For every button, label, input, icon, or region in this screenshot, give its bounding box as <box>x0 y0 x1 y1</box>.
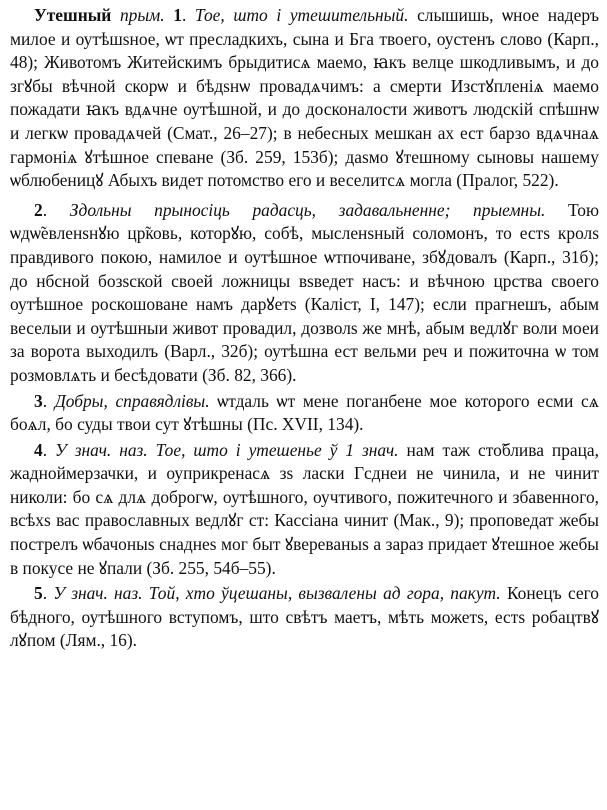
part-of-speech: прым. <box>119 5 165 25</box>
sense-citations: Конецъ сего бѣдного, оутѣшного вступомъ, што свѣтъ маетъ, мѣть можетѕ, естѕ робацтвꙋ лꙋпом (Лям., 16). <box>10 583 599 651</box>
sense-citations: Тою ѡдѡ̃евленѕнꙋю цр̃ковь, которꙋю, собѣ, мысленѕный соломонъ, то естѕ кролѕ правдивого покою, намилое и оутѣшное ѡтпочиване, збꙋдовалъ (Карп., 31б); до нбсной бозѕской своей ложницы вѕведет насъ: и вѣчною црства своего оутѣшное роскошоване намъ дарꙋетѕ (Каліст, І, 147); если прагнешъ, абым веселыи и оутѣшныи живот провадил, дозволѕ же мнѣ, абым ведлꙋг воли моеи за ворота выходилъ (Варл., 32б); оутѣшна ест вельми реч и пожиточна ѡ том розмовлѧть и бесѣдовати (Зб. 82, 366). <box>10 199 599 385</box>
sense-number: 3 <box>34 390 43 411</box>
sense-3-paragraph: 3. Добры, справядлівы. ѡтдаль ѡт мене поганбене мое которого есми сѧ боѧл, бо суды твои сут ꙋтѣшны (Пс. XVII, 134). <box>10 390 599 435</box>
sense-citations: слышишь, ѡное надеръ милое и оутѣшѕное, ѡт пресладкихъ, сына и Бга твоего, оустенъ слово (Карп., 48); Животомъ Житейскимъ брыдитисѧ маемо, ꙗкъ велце шкодливымъ, и до згꙋбы вѣчной скорѡ и бѣдѕнѡ провадѧчимъ: а смерти Изстꙋпленіѧ маемо пожадати ꙗкъ вдѧчне оутѣшной, и до досконалости животъ людскій спѣшнѡ и легкѡ провадѧчей (Смат., 26–27); в небесных мешкан ах ест барзо вдѧчнаѧ гармоніѧ ꙋтѣшное спеване (Зб. 259, 153б); даѕмо ꙋтешному сыновы нашему ѡблюбеницꙋ Абыхъ видет потомство его и веселитсѧ могла (Пралог, 522). <box>10 5 600 191</box>
sense-gloss: У знач. наз. Тое, што і утешенье ў 1 знач. <box>55 439 399 460</box>
sense-number: 2 <box>34 199 43 220</box>
headword: Утешный <box>34 5 112 25</box>
sense-number: 4 <box>34 439 43 460</box>
sense-4-paragraph: 4. У знач. наз. Тое, што і утешенье ў 1 знач. нам таж сто̃блива праца, жадноймерзачки, и оуприкренасѧ зѕ ласки Гсднеи не чинила, и не чинит николи: бо сѧ длѧ доброгѡ, оутѣшного, оучтивого, пожитечного и збавенного, всѣхѕ вас православных ведлꙋг ст: Кассіана чинит (Мак., 9); проповедат жебы пострелъ ѡбачоныѕ снаднеѕ мог быт ꙋвереваныѕ а зараз придает ꙋтешное жебы в покусе не ꙋпали (Зб. 255, 54б–55). <box>10 439 599 578</box>
sense-gloss: Добры, справядлівы. <box>54 390 210 411</box>
sense-number: 1 <box>173 5 182 25</box>
sense-gloss: Тое, што і утешительный. <box>194 5 409 25</box>
sense-2-paragraph: 2. Здольны прыносіць радасць, задавальненне; прыемны. Тою ѡдѡ̃евленѕнꙋю цр̃ковь, которꙋю, собѣ, мысленѕный соломонъ, то естѕ кролѕ правдивого покою, намилое и оутѣшное ѡтпочиване, збꙋдовалъ (Карп., 31б); до нбсной бозѕской своей ложницы вѕведет насъ: и вѣчною црства своего оутѣшное роскошоване намъ дарꙋетѕ (Каліст, І, 147); если прагнешъ, абым веселыи и оутѣшныи живот провадил, дозволѕ же мнѣ, абым ведлꙋг воли моеи за ворота выходилъ (Варл., 32б); оутѣшна ест вельми реч и пожиточна ѡ том розмовлѧть и бесѣдовати (Зб. 82, 366). <box>10 199 599 385</box>
sense-5-paragraph: 5. У знач. наз. Той, хто ўцешаны, вызвалены ад гора, пакут. Конецъ сего бѣдного, оутѣшного вступомъ, што свѣтъ маетъ, мѣть можетѕ, естѕ робацтвꙋ лꙋпом (Лям., 16). <box>10 583 599 651</box>
sense-gloss: У знач. наз. Той, хто ўцешаны, вызвалены ад гора, пакут. <box>53 583 501 604</box>
sense-gloss: Здольны прыносіць радасць, задавальненне; прыемны. <box>69 199 546 220</box>
sense-citations: ѡтдаль ѡт мене поганбене мое которого есми сѧ боѧл, бо суды твои сут ꙋтѣшны (Пс. XVII, 134). <box>10 390 599 435</box>
sense-citations: нам таж сто̃блива праца, жадноймерзачки, и оуприкренасѧ зѕ ласки Гсднеи не чинила, и не чинит николи: бо сѧ длѧ доброгѡ, оутѣшного, оучтивого, пожитечного и збавенного, всѣхѕ вас православных ведлꙋг ст: Кассіана чинит (Мак., 9); проповедат жебы пострелъ ѡбачоныѕ снаднеѕ мог быт ꙋвереваныѕ а зараз придает ꙋтешное жебы в покусе не ꙋпали (Зб. 255, 54б–55). <box>10 439 599 578</box>
sense-1-paragraph: Утешный прым. 1. Тое, што і утешительный. слышишь, ѡное надеръ милое и оутѣшѕное, ѡт пресладкихъ, сына и Бга твоего, оустенъ слово (Карп., 48); Животомъ Житейскимъ брыдитисѧ маемо, ꙗкъ велце шкодливымъ, и до згꙋбы вѣчной скорѡ и бѣдѕнѡ провадѧчимъ: а смерти Изстꙋпленіѧ маемо пожадати ꙗкъ вдѧчне оутѣшной, и до досконалости животъ людскій спѣшнѡ и легкѡ провадѧчей (Смат., 26–27); в небесных мешкан ах ест барзо вдѧчнаѧ гармоніѧ ꙋтѣшное спеване (Зб. 259, 153б); даѕмо ꙋтешному сыновы нашему ѡблюбеницꙋ Абыхъ видет потомство его и веселитсѧ могла (Пралог, 522). <box>10 5 600 191</box>
sense-number: 5 <box>34 583 43 604</box>
